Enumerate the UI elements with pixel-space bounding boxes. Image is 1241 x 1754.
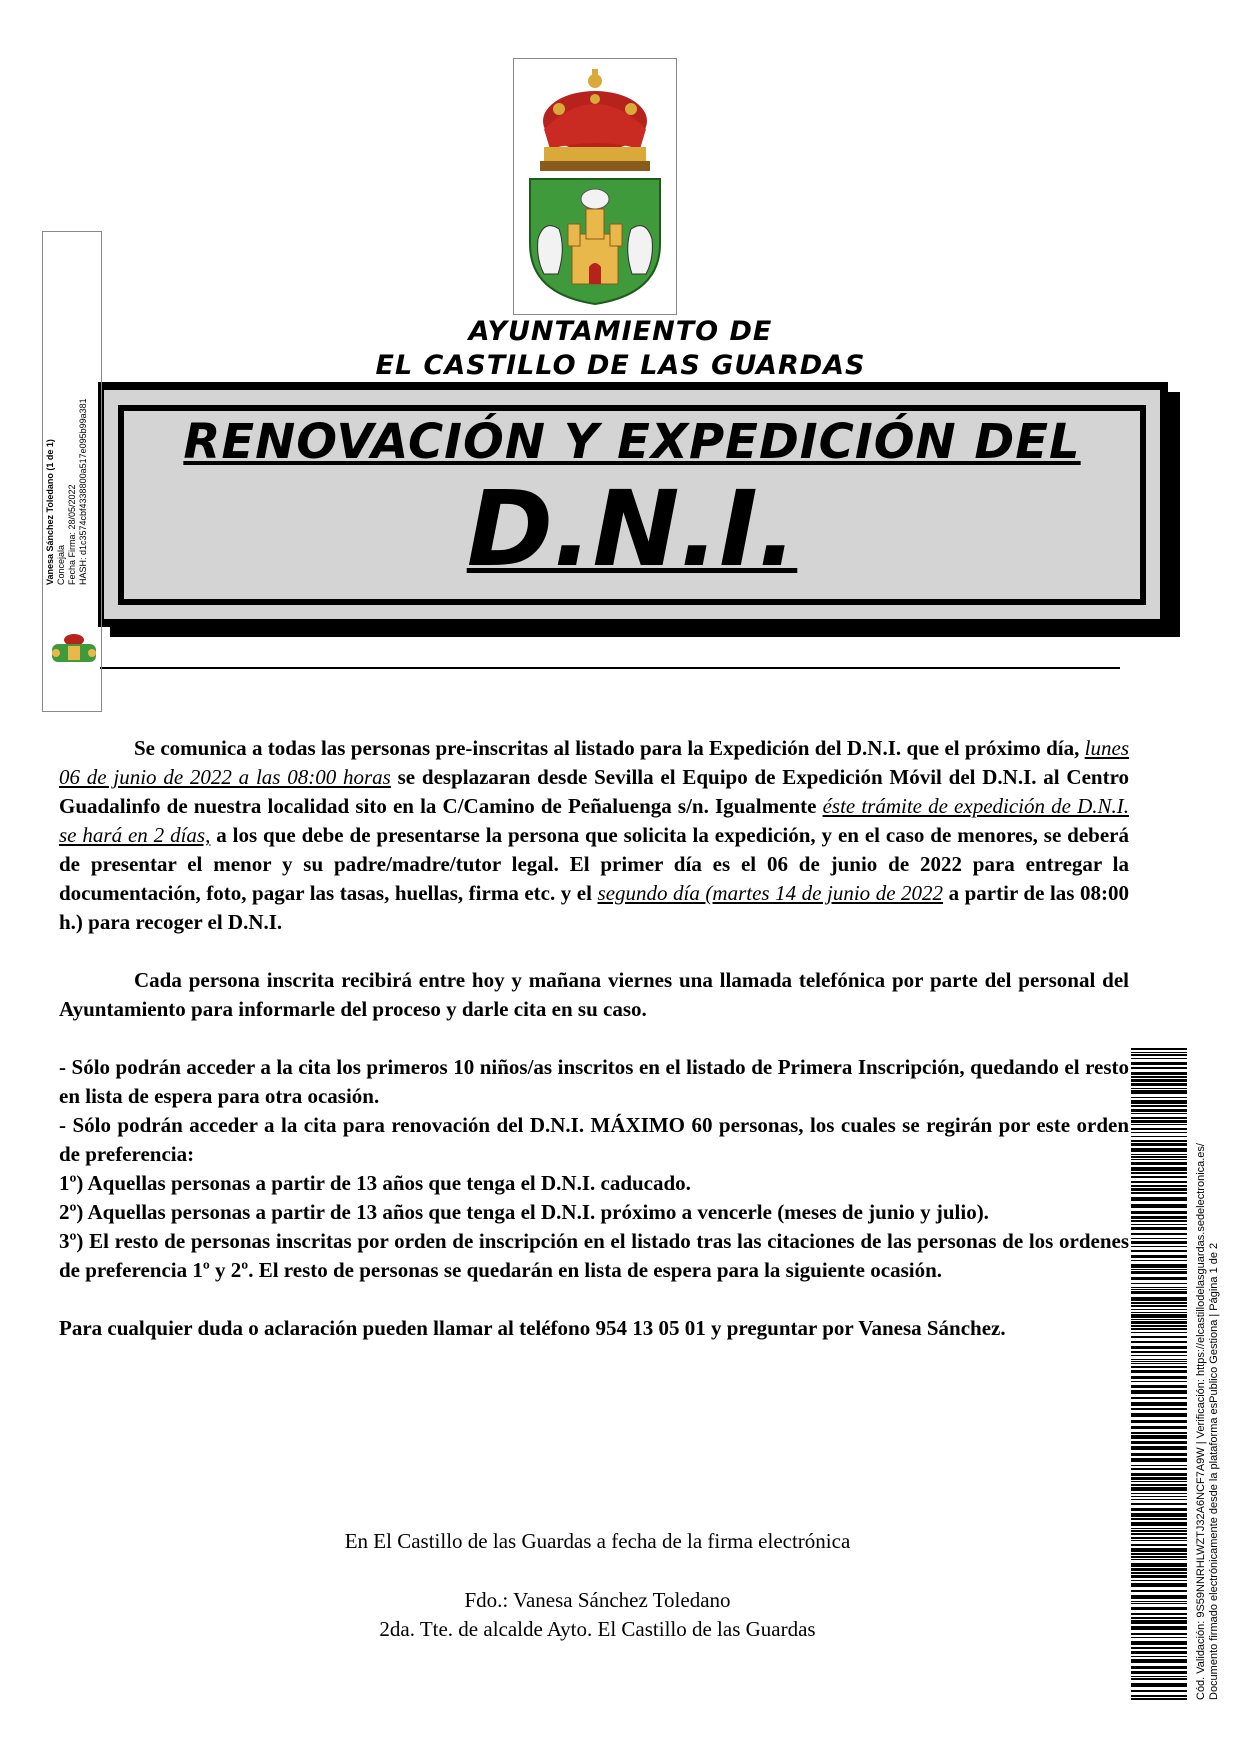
coat-of-arms <box>513 58 677 315</box>
barcode-bar <box>1131 1321 1187 1324</box>
barcode-bar <box>1131 1176 1187 1178</box>
barcode-bar <box>1131 1090 1187 1094</box>
barcode-bar <box>1131 1246 1187 1247</box>
highlight-second-day: segundo día (martes 14 de junio de 2022 <box>597 881 944 905</box>
barcode-bar <box>1131 1458 1187 1462</box>
barcode-bar <box>1131 1613 1187 1615</box>
barcode-bar <box>1131 1381 1187 1382</box>
list-item: 3º) El resto de personas inscritas por orden de inscripción en el listado tras las citaciones de las personas de los ordenes de preferencia 1º y 2º. El resto de personas se quedarán en lista de espera para la siguiente ocasión. <box>59 1229 1129 1282</box>
barcode-bar <box>1131 1211 1187 1214</box>
barcode-bar <box>1131 1156 1187 1158</box>
closing-place-date: En El Castillo de las Guardas a fecha de la firma electrónica <box>344 1529 851 1553</box>
barcode-bar <box>1131 1607 1187 1610</box>
barcode-bar <box>1131 1671 1187 1674</box>
barcode-bar <box>1131 1204 1187 1208</box>
signature-hash: HASH: d1c3574cbf4338800a517e095b99a381 <box>78 398 88 585</box>
barcode-bar <box>1131 1224 1187 1225</box>
divider <box>100 667 1120 669</box>
barcode-bar <box>1131 1468 1187 1470</box>
notice-body <box>59 734 1129 1343</box>
barcode-bar <box>1131 1435 1187 1439</box>
list-item: - Sólo podrán acceder a la cita los primeros 10 niños/as inscritos en el listado de Primera Inscripción, quedando el resto en lista de espera para otra ocasión. <box>59 1055 1129 1108</box>
barcode-bar <box>1131 1432 1187 1434</box>
text-segment: a partir de las 08:00 h.) para recoger el D.N.I. <box>59 881 1130 934</box>
barcode-bar <box>1131 1533 1187 1535</box>
list-item: 1º) Aquellas personas a partir de 13 años que tenga el D.N.I. caducado. <box>59 1171 691 1195</box>
barcode-bar <box>1131 1528 1187 1529</box>
barcode-bar <box>1131 1583 1187 1587</box>
barcode-bar <box>1131 1617 1187 1619</box>
barcode-bar <box>1131 1302 1187 1304</box>
barcode-bar <box>1131 1590 1187 1592</box>
text-segment: Se comunica a todas las personas pre-inscritas al listado para la Expedición del D.N.I. que el próximo día, <box>134 736 1085 760</box>
barcode-bar <box>1131 1518 1187 1520</box>
barcode-bar <box>1131 1048 1187 1050</box>
barcode-bar <box>1131 1058 1187 1059</box>
barcode-bar <box>1131 1072 1187 1075</box>
barcode-bar <box>1131 1291 1187 1294</box>
barcode-bar <box>1131 1162 1187 1165</box>
barcode-bar <box>1131 1499 1187 1500</box>
barcode-bar <box>1131 1172 1187 1174</box>
barcode-bar <box>1131 1341 1187 1343</box>
barcode-bar <box>1131 1067 1187 1069</box>
barcode-bar <box>1131 1656 1187 1657</box>
barcode-bar <box>1131 1666 1187 1669</box>
barcode-bar <box>1131 1052 1187 1053</box>
barcode-bar <box>1131 1076 1187 1078</box>
barcode-bar <box>1131 1537 1187 1539</box>
org-name-line1: AYUNTAMIENTO DE <box>468 316 773 347</box>
barcode-bar <box>1131 1355 1187 1356</box>
barcode-bar <box>1131 1647 1187 1649</box>
barcode-bar <box>1131 1143 1187 1146</box>
barcode-bar <box>1131 1192 1187 1194</box>
barcode-bar <box>1131 1062 1187 1065</box>
barcode-bar <box>1131 1328 1187 1330</box>
barcode-bar <box>1131 1676 1187 1677</box>
barcode-bar <box>1131 1309 1187 1310</box>
barcode-bar <box>1131 1484 1187 1486</box>
barcode-bar <box>1131 1548 1187 1552</box>
barcode-bar <box>1131 1563 1187 1567</box>
text-segment: se desplazaran desde Sevilla el Equipo de Expedición Móvil del D.N.I. al Centro Guadalinfo de nuestra localidad sito en la C/Camino de Peñaluenga s/n. Igualmente <box>59 765 1130 818</box>
highlight-date: lunes 06 de junio de 2022 a las 08:00 horas <box>59 736 1129 789</box>
barcode-bar <box>1131 1120 1187 1123</box>
barcode-bar <box>1131 1238 1187 1239</box>
barcode-bar <box>1131 1167 1187 1171</box>
barcode-bar <box>1131 1556 1187 1558</box>
barcode-bar <box>1131 1683 1187 1687</box>
barcode-bar <box>1131 1465 1187 1466</box>
barcode-bar <box>1131 1690 1187 1692</box>
barcode-bar <box>1131 1385 1187 1388</box>
barcode-bar <box>1131 1185 1187 1187</box>
barcode-bar <box>1131 1325 1187 1327</box>
barcode-bar <box>1131 1271 1187 1274</box>
paragraph-schedule <box>59 734 1129 937</box>
barcode-bar <box>1131 1264 1187 1268</box>
validation-line2: Documento firmado electrónicamente desde la plataforma esPublico Gestiona | Página 1 de 2 <box>1208 1242 1220 1700</box>
barcode-bar <box>1131 1277 1187 1280</box>
barcode-bar <box>1131 1188 1187 1191</box>
barcode-bar <box>1131 1220 1187 1222</box>
barcode-bar <box>1131 1508 1187 1511</box>
barcode-bar <box>1131 1477 1187 1480</box>
barcode-bar <box>1131 1117 1187 1119</box>
closing-signer: Fdo.: Vanesa Sánchez Toledano <box>464 1588 731 1612</box>
title-line2: D.N.I. <box>466 468 798 590</box>
barcode-bar <box>1131 1376 1187 1379</box>
barcode-bar <box>1131 1136 1187 1137</box>
org-name-line2: EL CASTILLO DE LAS GUARDAS <box>375 350 866 381</box>
barcode-bar <box>1131 1319 1187 1320</box>
barcode-bar <box>1131 1633 1187 1635</box>
validation-text <box>1195 1040 1221 1700</box>
barcode-bar <box>1131 1250 1187 1252</box>
barcode-bar <box>1131 1572 1187 1574</box>
signature-stamp-text <box>45 355 89 585</box>
validation-line1: Cód. Validación: 9S59NNRHLWZTJ32A6NCF7A9W | Verificación: https://elcastillodelasguardas.sedelectronica.es/ <box>1195 1143 1207 1700</box>
barcode-bar <box>1131 1370 1187 1373</box>
barcode-bar <box>1131 1553 1187 1555</box>
barcode-bar <box>1131 1181 1187 1183</box>
list-item: - Sólo podrán acceder a la cita para renovación del D.N.I. MÁXIMO 60 personas, los cuales se regirán por este orden de preferencia: <box>59 1113 1129 1166</box>
barcode-bar <box>1131 1351 1187 1353</box>
barcode-bar <box>1131 1105 1187 1107</box>
barcode-bar <box>1131 1695 1187 1697</box>
barcode-bar <box>1131 1287 1187 1288</box>
barcode-bar <box>1131 1289 1187 1290</box>
validation-barcode <box>1131 1048 1187 1700</box>
barcode-bar <box>1131 1522 1187 1526</box>
coat-of-arms-icon <box>514 59 676 314</box>
barcode-bar <box>1131 1420 1187 1423</box>
barcode-bar <box>1131 1140 1187 1142</box>
barcode-bar <box>1131 1132 1187 1133</box>
barcode-bar <box>1131 1283 1187 1284</box>
barcode-bar <box>1131 1336 1187 1338</box>
barcode-bar <box>1131 1473 1187 1476</box>
barcode-bar <box>1131 1678 1187 1680</box>
barcode-bar <box>1131 1346 1187 1349</box>
barcode-bar <box>1131 1575 1187 1578</box>
barcode-bar <box>1131 1332 1187 1333</box>
list-item: 2º) Aquellas personas a partir de 13 años que tenga el D.N.I. próximo a vencerle (meses de junio y julio). <box>59 1200 989 1224</box>
barcode-bar <box>1131 1088 1187 1089</box>
barcode-bar <box>1131 1641 1187 1645</box>
barcode-bar <box>1131 1390 1187 1394</box>
barcode-bar <box>1131 1159 1187 1160</box>
barcode-bar <box>1131 1154 1187 1155</box>
signer-role: Concejala <box>56 544 66 585</box>
barcode-bar <box>1131 1363 1187 1364</box>
barcode-bar <box>1131 1113 1187 1114</box>
barcode-bar <box>1131 1197 1187 1201</box>
barcode-bar <box>1131 1620 1187 1624</box>
barcode-bar <box>1131 1097 1187 1098</box>
barcode-bar <box>1131 1314 1187 1318</box>
barcode-bar <box>1131 1698 1187 1700</box>
highlight-two-days: éste trámite de expedición de D.N.I. se hará en 2 días, <box>59 794 1129 847</box>
barcode-bar <box>1131 1601 1187 1602</box>
paragraph-phone-call: Cada persona inscrita recibirá entre hoy y mañana viernes una llamada telefónica por parte del personal del Ayuntamiento para informarle del proceso y darle cita en su caso. <box>59 968 1129 1021</box>
barcode-bar <box>1131 1568 1187 1571</box>
barcode-bar <box>1131 1233 1187 1235</box>
barcode-bar <box>1131 1530 1187 1532</box>
barcode-bar <box>1131 1513 1187 1517</box>
barcode-bar <box>1131 1359 1187 1360</box>
barcode-bar <box>1131 1241 1187 1244</box>
paragraph-contact: Para cualquier duda o aclaración pueden llamar al teléfono 954 13 05 01 y preguntar por Vanesa Sánchez. <box>59 1316 1006 1340</box>
barcode-bar <box>1131 1305 1187 1307</box>
signature-date: Fecha Firma: 28/05/2022 <box>67 484 77 585</box>
barcode-bar <box>1131 1079 1187 1082</box>
barcode-bar <box>1131 1446 1187 1450</box>
barcode-bar <box>1131 1148 1187 1152</box>
barcode-bar <box>1131 1227 1187 1230</box>
barcode-bar <box>1131 1626 1187 1630</box>
barcode-bar <box>1131 1580 1187 1581</box>
barcode-bar <box>1131 1493 1187 1494</box>
barcode-bar <box>1131 1413 1187 1417</box>
signer: Vanesa Sánchez Toledano (1 de 1) <box>45 439 55 585</box>
barcode-bar <box>1131 1397 1187 1399</box>
barcode-bar <box>1131 1637 1187 1638</box>
barcode-bar <box>1131 1124 1187 1125</box>
barcode-bar <box>1131 1603 1187 1604</box>
barcode-bar <box>1131 1255 1187 1258</box>
barcode-bar <box>1131 1109 1187 1112</box>
barcode-bar <box>1131 1544 1187 1546</box>
barcode-bar <box>1131 1408 1187 1410</box>
barcode-bar <box>1131 1312 1187 1313</box>
title-line1: RENOVACIÓN Y EXPEDICIÓN DEL <box>183 414 1081 470</box>
barcode-bar <box>1131 1481 1187 1482</box>
barcode-bar <box>1131 1366 1187 1368</box>
barcode-bar <box>1131 1426 1187 1429</box>
barcode-bar <box>1131 1269 1187 1270</box>
barcode-bar <box>1131 1128 1187 1130</box>
barcode-bar <box>1131 1453 1187 1456</box>
barcode-bar <box>1131 1540 1187 1541</box>
barcode-bar <box>1131 1100 1187 1104</box>
barcode-bar <box>1131 1559 1187 1560</box>
town-seal-icon <box>48 632 100 666</box>
barcode-bar <box>1131 1260 1187 1261</box>
barcode-bar <box>1131 1441 1187 1444</box>
barcode-bar <box>1131 1659 1187 1663</box>
barcode-bar <box>1131 1297 1187 1301</box>
barcode-bar <box>1131 1216 1187 1219</box>
barcode-bar <box>1131 1361 1187 1362</box>
barcode-bar <box>1131 1595 1187 1599</box>
barcode-bar <box>1131 1496 1187 1497</box>
barcode-bar <box>1131 1651 1187 1654</box>
barcode-bar <box>1131 1487 1187 1491</box>
closing-signer-title: 2da. Tte. de alcalde Ayto. El Castillo de las Guardas <box>379 1617 816 1641</box>
barcode-bar <box>1131 1083 1187 1086</box>
barcode-bar <box>1131 1503 1187 1505</box>
text-segment: a los que debe de presentarse la persona que solicita la expedición, y en el caso de menores, se deberá de presentar el menor y su padre/madre/tutor legal. El primer día es el 06 de junio de 2022 para entregar la documentación, foto, pagar las tasas, huellas, firma etc. y el <box>59 823 1129 905</box>
barcode-bar <box>1131 1054 1187 1056</box>
barcode-bar <box>1131 1402 1187 1406</box>
